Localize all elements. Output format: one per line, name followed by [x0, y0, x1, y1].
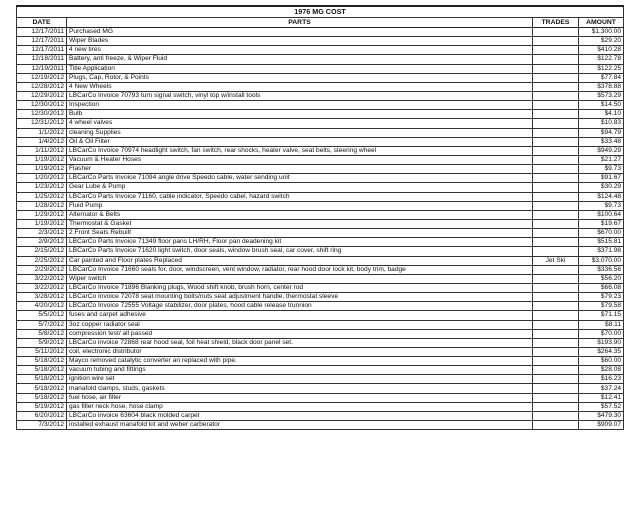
table-row [17, 357, 624, 366]
table-row [17, 119, 624, 128]
date-cell: 1/25/2012 [17, 192, 67, 201]
date-cell: 2/3/2012 [17, 229, 67, 238]
parts-cell: compression test/ all passed [67, 329, 533, 338]
header-parts: PARTS [67, 18, 533, 28]
amount-cell: $37.24 [579, 384, 624, 393]
trades-cell [533, 357, 579, 366]
amount-cell: $71.15 [579, 311, 624, 320]
date-cell: 2/15/2012 [17, 247, 67, 256]
table-row [17, 384, 624, 393]
date-cell: 1/11/2012 [17, 146, 67, 155]
trades-cell [533, 229, 579, 238]
table-row [17, 64, 624, 73]
parts-cell: LBCarCo Invoice 70793 turn signal switch, vinyl top w/install tools [67, 91, 533, 100]
amount-cell: $573.29 [579, 91, 624, 100]
parts-cell: fuel hose, air filter [67, 393, 533, 402]
parts-cell: Wiper Blades [67, 37, 533, 46]
header-date: DATE [17, 18, 67, 28]
parts-cell: Plugs, Cap, Rotor, & Points [67, 73, 533, 82]
trades-cell [533, 146, 579, 155]
table-row [17, 28, 624, 37]
table-row [17, 183, 624, 192]
amount-cell: $124.48 [579, 192, 624, 201]
parts-cell: fuses and carpet adhesive [67, 311, 533, 320]
parts-cell: LBCarCo Parts Invoice 71160, cable indicator, Speedo cabel, hazard switch [67, 192, 533, 201]
table-row [17, 137, 624, 146]
trades-cell [533, 411, 579, 420]
date-cell: 5/7/2012 [17, 320, 67, 329]
date-cell: 12/17/2011 [17, 37, 67, 46]
amount-cell: $264.35 [579, 347, 624, 356]
table-row [17, 101, 624, 110]
date-cell: 2/9/2012 [17, 238, 67, 247]
trades-cell [533, 101, 579, 110]
date-cell: 12/17/2011 [17, 46, 67, 55]
table-row [17, 338, 624, 347]
amount-cell: $193.90 [579, 338, 624, 347]
header-amount: AMOUNT [579, 18, 624, 28]
trades-cell [533, 137, 579, 146]
table-row [17, 283, 624, 292]
amount-cell: $378.88 [579, 82, 624, 91]
parts-cell: Flasher [67, 165, 533, 174]
parts-cell: Purchased MG [67, 28, 533, 37]
date-cell: 2/25/2012 [17, 256, 67, 265]
trades-cell [533, 347, 579, 356]
date-cell: 12/28/2012 [17, 82, 67, 91]
parts-cell: Oil & Oil Filter [67, 137, 533, 146]
parts-cell: Battery, anti freeze, & Wiper Fluid [67, 55, 533, 64]
amount-cell: $77.84 [579, 73, 624, 82]
parts-cell: Bulb [67, 110, 533, 119]
table-row [17, 274, 624, 283]
table-row [17, 146, 624, 155]
trades-cell [533, 201, 579, 210]
parts-cell: Gear Lube & Pump [67, 183, 533, 192]
parts-cell: LBCarCo Invoice 71660 seals for, door, windscreen, vent window, radiator, rear hood door lock kit, body trim, badge [67, 265, 533, 274]
parts-cell: manafold clamps, studs, gaskets [67, 384, 533, 393]
table-row [17, 247, 624, 256]
trades-cell [533, 210, 579, 219]
table-row [17, 311, 624, 320]
amount-cell: $60.00 [579, 357, 624, 366]
date-cell: 12/30/2012 [17, 110, 67, 119]
parts-cell: Title Application [67, 64, 533, 73]
amount-cell: $70.00 [579, 329, 624, 338]
parts-cell: LBCarCo invoice 63604 black molded carpet [67, 411, 533, 420]
header-trades: TRADES [533, 18, 579, 28]
date-cell: 5/8/2012 [17, 329, 67, 338]
date-cell: 2/29/2012 [17, 265, 67, 274]
table-row [17, 393, 624, 402]
amount-cell: $91.67 [579, 174, 624, 183]
table-row [17, 155, 624, 164]
date-cell: 4/20/2012 [17, 302, 67, 311]
parts-cell: 4 new tires [67, 46, 533, 55]
parts-cell: LBCarCo Parts Invoice 71349 floor pans LH/RH, Floor pan deadening kit [67, 238, 533, 247]
trades-cell [533, 192, 579, 201]
amount-cell: $949.29 [579, 146, 624, 155]
amount-cell: $8.11 [579, 320, 624, 329]
table-row [17, 82, 624, 91]
amount-cell: $94.79 [579, 128, 624, 137]
table-row [17, 201, 624, 210]
date-cell: 12/17/2011 [17, 28, 67, 37]
parts-cell: 3oz copper radiator seal [67, 320, 533, 329]
amount-cell: $122.78 [579, 55, 624, 64]
date-cell: 5/18/2012 [17, 357, 67, 366]
trades-cell [533, 110, 579, 119]
table-row [17, 110, 624, 119]
parts-cell: Vacuum & Heater Hoses [67, 155, 533, 164]
trades-cell [533, 73, 579, 82]
trades-cell [533, 82, 579, 91]
trades-cell [533, 366, 579, 375]
trades-cell [533, 393, 579, 402]
table-row [17, 73, 624, 82]
trades-cell [533, 55, 579, 64]
table-body [17, 28, 624, 430]
trades-cell [533, 46, 579, 55]
trades-cell [533, 338, 579, 347]
date-cell: 12/31/2012 [17, 119, 67, 128]
table-row [17, 91, 624, 100]
trades-cell [533, 165, 579, 174]
header-row [17, 18, 624, 28]
trades-cell [533, 375, 579, 384]
trades-cell [533, 402, 579, 411]
amount-cell: $16.23 [579, 375, 624, 384]
amount-cell: $410.28 [579, 46, 624, 55]
trades-cell [533, 274, 579, 283]
parts-cell: vacuum tubing and fittings [67, 366, 533, 375]
table-row [17, 293, 624, 302]
date-cell: 1/1/2012 [17, 128, 67, 137]
date-cell: 1/19/2012 [17, 155, 67, 164]
parts-cell: Fluid Pump [67, 201, 533, 210]
table-row [17, 366, 624, 375]
trades-cell [533, 183, 579, 192]
amount-cell: $3,070.00 [579, 256, 624, 265]
trades-cell [533, 384, 579, 393]
amount-cell: $19.67 [579, 219, 624, 228]
trades-cell [533, 421, 579, 430]
date-cell: 1/19/2012 [17, 165, 67, 174]
sheet-title: 1976 MG COST [17, 6, 624, 18]
parts-cell: LBCarCo Invoice 71896 Blanking plugs, Wood shift knob, brush horn, center rod [67, 283, 533, 292]
date-cell: 5/18/2012 [17, 366, 67, 375]
table-row [17, 55, 624, 64]
amount-cell: $670.00 [579, 229, 624, 238]
date-cell: 1/19/2012 [17, 219, 67, 228]
amount-cell: $56.20 [579, 274, 624, 283]
table-row [17, 37, 624, 46]
date-cell: 5/19/2012 [17, 402, 67, 411]
amount-cell: $79.58 [579, 302, 624, 311]
date-cell: 1/23/2012 [17, 183, 67, 192]
date-cell: 1/28/2012 [17, 201, 67, 210]
parts-cell: LBCarCo Parts Invoice 71094 angle drive Speedo cable, water sending unit [67, 174, 533, 183]
date-cell: 5/18/2012 [17, 393, 67, 402]
amount-cell: $21.27 [579, 155, 624, 164]
amount-cell: $30.29 [579, 183, 624, 192]
amount-cell: $4.10 [579, 110, 624, 119]
table-row [17, 421, 624, 430]
parts-cell: LBCarCo Parts Invoice 71620 light switch, door seals, window brush seal, car cover, shift ring [67, 247, 533, 256]
date-cell: 7/3/2012 [17, 421, 67, 430]
table-row [17, 402, 624, 411]
amount-cell: $479.30 [579, 411, 624, 420]
amount-cell: $29.20 [579, 37, 624, 46]
table-row [17, 265, 624, 274]
trades-cell: Jet Ski [533, 256, 579, 265]
date-cell: 5/18/2012 [17, 384, 67, 393]
table-row [17, 347, 624, 356]
trades-cell [533, 119, 579, 128]
trades-cell [533, 283, 579, 292]
parts-cell: LBCarCo Invoice 72078 seat mounting bolts/nuts seat adjustment handle, thermostat sleeve [67, 293, 533, 302]
parts-cell: gas filler neck hose, hose clamp [67, 402, 533, 411]
parts-cell: 4 wheel valves [67, 119, 533, 128]
parts-cell: 4 New Wheels [67, 82, 533, 91]
date-cell: 3/22/2012 [17, 283, 67, 292]
parts-cell: 2 Front Seats Rebuilt [67, 229, 533, 238]
date-cell: 5/9/2012 [17, 338, 67, 347]
date-cell: 1/4/2012 [17, 137, 67, 146]
trades-cell [533, 238, 579, 247]
trades-cell [533, 311, 579, 320]
trades-cell [533, 174, 579, 183]
parts-cell: Inspection [67, 101, 533, 110]
table-row [17, 165, 624, 174]
parts-cell: coil, electronic distributor [67, 347, 533, 356]
table-row [17, 238, 624, 247]
parts-cell: LBCarCo Invoice 72555 Voltage stabilizer, door plates, hood cable release trunnion [67, 302, 533, 311]
cost-table [16, 5, 624, 430]
amount-cell: $515.81 [579, 238, 624, 247]
amount-cell: $10.83 [579, 119, 624, 128]
amount-cell: $33.48 [579, 137, 624, 146]
trades-cell [533, 293, 579, 302]
table-row [17, 174, 624, 183]
date-cell: 12/19/2011 [17, 64, 67, 73]
date-cell: 12/18/2011 [17, 55, 67, 64]
trades-cell [533, 128, 579, 137]
table-row [17, 329, 624, 338]
amount-cell: $79.23 [579, 293, 624, 302]
date-cell: 5/5/2012 [17, 311, 67, 320]
table-row [17, 46, 624, 55]
title-row [17, 6, 624, 18]
amount-cell: $371.98 [579, 247, 624, 256]
parts-cell: Wiper switch [67, 274, 533, 283]
date-cell: 6/20/2012 [17, 411, 67, 420]
amount-cell: $909.07 [579, 421, 624, 430]
date-cell: 1/20/2012 [17, 174, 67, 183]
amount-cell: $57.52 [579, 402, 624, 411]
parts-cell: installed exhaust manafold kit and weber carberator [67, 421, 533, 430]
parts-cell: Mayco removed catalytic converter an replaced with pipe. [67, 357, 533, 366]
amount-cell: $28.08 [579, 366, 624, 375]
trades-cell [533, 219, 579, 228]
amount-cell: $66.08 [579, 283, 624, 292]
amount-cell: $9.73 [579, 165, 624, 174]
table-row [17, 302, 624, 311]
amount-cell: $1,300.00 [579, 28, 624, 37]
amount-cell: $336.56 [579, 265, 624, 274]
trades-cell [533, 329, 579, 338]
trades-cell [533, 155, 579, 164]
date-cell: 5/11/2012 [17, 347, 67, 356]
parts-cell: Alternator & Belts [67, 210, 533, 219]
date-cell: 1/29/2012 [17, 210, 67, 219]
table-row [17, 375, 624, 384]
parts-cell: LBCarCo Invoice 70974 headlight switch, fan switch, rear shocks, heater valve, seat belts, steering wheel [67, 146, 533, 155]
date-cell: 3/22/2012 [17, 274, 67, 283]
table-row [17, 320, 624, 329]
trades-cell [533, 320, 579, 329]
amount-cell: $12.41 [579, 393, 624, 402]
date-cell: 12/30/2012 [17, 101, 67, 110]
table-row [17, 229, 624, 238]
trades-cell [533, 37, 579, 46]
parts-cell: LBCarCo invoice 72868 rear hood seal, foil heat shield, black door panel set. [67, 338, 533, 347]
parts-cell: cleaning Supplies [67, 128, 533, 137]
amount-cell: $9.73 [579, 201, 624, 210]
trades-cell [533, 247, 579, 256]
parts-cell: Thermostat & Gasket [67, 219, 533, 228]
trades-cell [533, 64, 579, 73]
amount-cell: $100.64 [579, 210, 624, 219]
amount-cell: $122.25 [579, 64, 624, 73]
date-cell: 3/28/2012 [17, 293, 67, 302]
parts-cell: Car painted and Floor plates Replaced [67, 256, 533, 265]
table-row [17, 192, 624, 201]
trades-cell [533, 302, 579, 311]
table-row [17, 128, 624, 137]
trades-cell [533, 91, 579, 100]
table-row [17, 256, 624, 265]
date-cell: 12/29/2012 [17, 91, 67, 100]
date-cell: 5/18/2012 [17, 375, 67, 384]
table-row [17, 210, 624, 219]
trades-cell [533, 28, 579, 37]
date-cell: 12/19/2012 [17, 73, 67, 82]
amount-cell: $14.50 [579, 101, 624, 110]
table-row [17, 411, 624, 420]
table-row [17, 219, 624, 228]
parts-cell: ignition wire set [67, 375, 533, 384]
cost-spreadsheet [16, 5, 623, 430]
trades-cell [533, 265, 579, 274]
